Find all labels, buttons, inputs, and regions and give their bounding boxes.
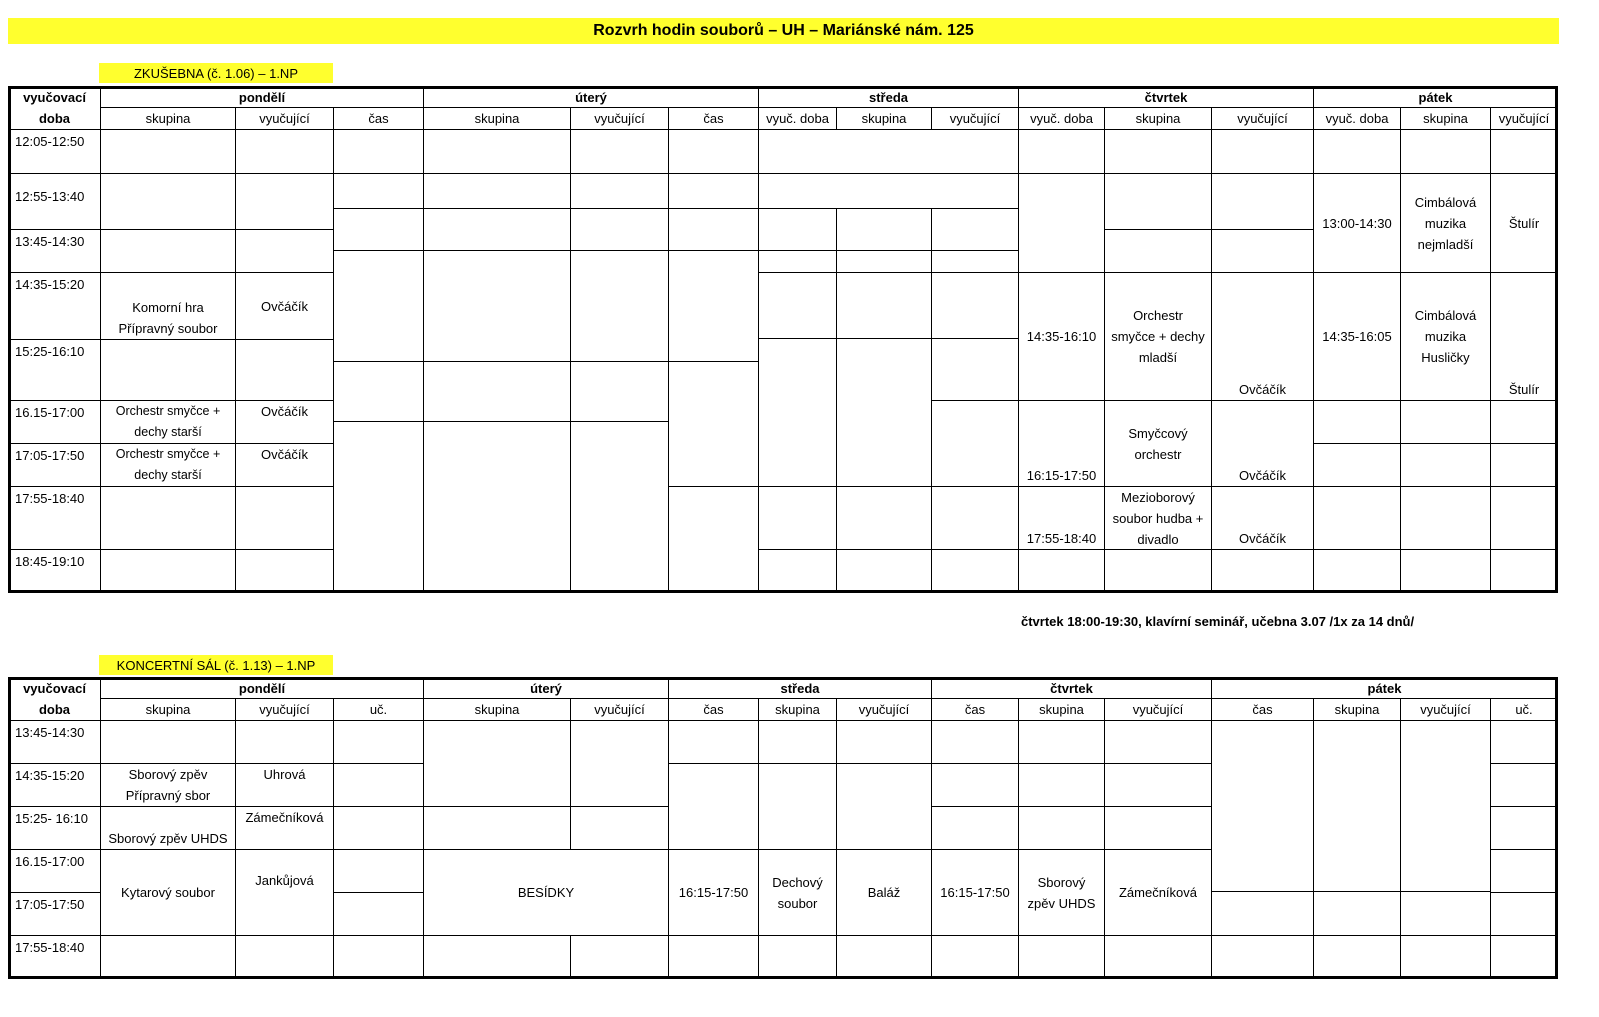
cell (333, 361, 424, 422)
cell (1400, 129, 1491, 174)
col-header: vyučující (570, 698, 669, 721)
schedule-group: Sborový zpěv UHDS (1018, 849, 1105, 936)
cell (836, 720, 932, 764)
schedule-group: Cimbálová muzika nejmladší (1400, 173, 1491, 273)
time-slot: 17:55-18:40 (8, 935, 101, 978)
col-header: uč. (1490, 698, 1558, 721)
time-slot: 14:35-15:20 (8, 272, 101, 340)
cell (931, 208, 1019, 251)
cell (333, 129, 424, 174)
col-header: vyučující (235, 107, 334, 130)
cell (836, 272, 932, 339)
schedule-group: Cimbálová muzika Husličky (1400, 272, 1491, 401)
cell (1104, 229, 1212, 273)
header-day-thu: čtvrtek (1018, 86, 1314, 108)
header-day-fri: pátek (1313, 86, 1558, 108)
cell (1400, 891, 1491, 936)
cell (1490, 443, 1558, 487)
cell (1211, 229, 1314, 273)
col-header: skupina (1313, 698, 1401, 721)
col-header: skupina (423, 698, 571, 721)
cell (1018, 806, 1105, 850)
cell (423, 250, 571, 362)
cell (931, 763, 1019, 807)
schedule-time: 14:35-16:05 (1313, 272, 1401, 401)
cell (931, 400, 1019, 487)
cell (931, 935, 1019, 978)
cell (100, 720, 236, 764)
header-day-tue: úterý (423, 86, 759, 108)
cell (668, 486, 759, 593)
col-header: vyučující (1104, 698, 1212, 721)
schedule-event: BESÍDKY (423, 849, 669, 936)
col-header: skupina (1018, 698, 1105, 721)
cell (333, 806, 424, 850)
cell (1104, 173, 1212, 230)
time-slot: 15:25- 16:10 (8, 806, 101, 850)
schedule-time: 14:35-16:10 (1018, 272, 1105, 401)
cell (570, 935, 669, 978)
cell (1018, 129, 1105, 174)
cell (1490, 720, 1558, 764)
cell (1490, 400, 1558, 444)
cell (423, 173, 571, 209)
cell (668, 361, 759, 487)
col-header: skupina (1400, 107, 1491, 130)
cell (333, 763, 424, 807)
cell (1313, 129, 1401, 174)
cell (836, 935, 932, 978)
schedule-group: Komorní hra Přípravný soubor (100, 272, 236, 340)
col-header: vyučující (931, 107, 1019, 130)
cell (1313, 486, 1401, 550)
cell (1211, 935, 1314, 978)
cell (1018, 720, 1105, 764)
header-day-fri: pátek (1211, 677, 1558, 699)
col-header: vyučující (836, 698, 932, 721)
cell (570, 361, 669, 422)
cell (1211, 129, 1314, 174)
cell (836, 549, 932, 593)
schedule-group: Dechový soubor (758, 849, 837, 936)
cell (100, 549, 236, 593)
cell (836, 250, 932, 273)
schedule-teacher: Ovčáčík (235, 272, 334, 340)
cell (668, 720, 759, 764)
time-slot: 12:55-13:40 (8, 173, 101, 230)
cell (1104, 763, 1212, 807)
cell (1400, 720, 1491, 892)
schedule-time: 16:15-17:50 (931, 849, 1019, 936)
cell (758, 250, 837, 273)
schedule-group: Orchestr smyčce + dechy starší (100, 443, 236, 487)
cell (1104, 720, 1212, 764)
cell (758, 129, 1019, 174)
col-header: vyučující (570, 107, 669, 130)
cell (570, 208, 669, 251)
cell (235, 129, 334, 174)
cell (333, 892, 424, 936)
cell (758, 338, 837, 487)
cell (333, 421, 424, 593)
cell (423, 361, 571, 422)
time-slot: 13:45-14:30 (8, 229, 101, 273)
schedule-time: 16:15-17:50 (1018, 400, 1105, 487)
cell (931, 486, 1019, 550)
cell (570, 173, 669, 209)
cell (931, 338, 1019, 401)
cell (1104, 129, 1212, 174)
schedule-teacher: Ovčáčík (235, 443, 334, 487)
cell (333, 849, 424, 893)
schedule-group: Mezioborový soubor hudba + divadlo (1104, 486, 1212, 550)
cell (1400, 486, 1491, 550)
cell (100, 339, 236, 401)
cell (1490, 892, 1558, 936)
col-header: vyučující (1490, 107, 1558, 130)
cell (836, 486, 932, 550)
schedule-teacher: Ovčáčík (235, 400, 334, 444)
col-header: vyučující (235, 698, 334, 721)
schedule-time: 16:15-17:50 (668, 849, 759, 936)
cell (1490, 486, 1558, 550)
cell (235, 339, 334, 401)
cell (931, 549, 1019, 593)
cell (570, 720, 669, 807)
schedule-teacher: Ovčáčík (1211, 272, 1314, 401)
header-day-mon: pondělí (100, 677, 424, 699)
header-period: vyučovací doba (8, 86, 101, 130)
col-header: skupina (423, 107, 571, 130)
col-header: vyuč. doba (1018, 107, 1105, 130)
cell (758, 486, 837, 550)
cell (333, 173, 424, 209)
col-header: vyučující (1211, 107, 1314, 130)
header-day-thu: čtvrtek (931, 677, 1212, 699)
schedule-time: 17:55-18:40 (1018, 486, 1105, 550)
cell (668, 250, 759, 362)
header-day-mon: pondělí (100, 86, 424, 108)
col-header: uč. (333, 698, 424, 721)
page-title: Rozvrh hodin souborů – UH – Mariánské nám. 125 (8, 18, 1559, 44)
cell (570, 250, 669, 362)
cell (1313, 549, 1401, 593)
cell (235, 229, 334, 273)
cell (100, 173, 236, 230)
time-slot: 14:35-15:20 (8, 763, 101, 807)
schedule-teacher: Štulír (1490, 173, 1558, 273)
cell (668, 763, 759, 850)
cell (235, 720, 334, 764)
col-header: čas (668, 698, 759, 721)
schedule-group: Sborový zpěv UHDS (100, 806, 236, 850)
cell (1490, 849, 1558, 893)
schedule-time: 13:00-14:30 (1313, 173, 1401, 273)
header-day-wed: středa (668, 677, 932, 699)
cell (100, 129, 236, 174)
cell (423, 129, 571, 174)
schedule-teacher: Ovčáčík (1211, 486, 1314, 550)
cell (668, 129, 759, 174)
cell (758, 173, 1019, 209)
cell (100, 486, 236, 550)
col-header: skupina (100, 698, 236, 721)
cell (758, 935, 837, 978)
header-day-tue: úterý (423, 677, 669, 699)
schedule-teacher: Jankůjová (235, 849, 334, 936)
cell (235, 549, 334, 593)
room-label-zkusebna: ZKUŠEBNA (č. 1.06) – 1.NP (99, 63, 333, 83)
time-slot: 13:45-14:30 (8, 720, 101, 764)
cell (1490, 763, 1558, 807)
schedule-group: Smyčcový orchestr (1104, 400, 1212, 487)
col-header: vyuč. doba (758, 107, 837, 130)
schedule-teacher: Ovčáčík (1211, 400, 1314, 487)
cell (1018, 935, 1105, 978)
cell (1490, 129, 1558, 174)
cell (1490, 806, 1558, 850)
cell (1313, 720, 1401, 892)
time-slot: 17:55-18:40 (8, 486, 101, 550)
cell (1313, 443, 1401, 487)
schedule-teacher: Zámečníková (1104, 849, 1212, 936)
cell (235, 486, 334, 550)
header-day-wed: středa (758, 86, 1019, 108)
cell (1104, 935, 1212, 978)
time-slot: 17:05-17:50 (8, 892, 101, 936)
cell (931, 806, 1019, 850)
cell (1400, 443, 1491, 487)
cell (758, 549, 837, 593)
cell (333, 250, 424, 362)
col-header: čas (333, 107, 424, 130)
cell (1313, 891, 1401, 936)
schedule-group: Sborový zpěv Přípravný sbor (100, 763, 236, 807)
time-slot: 18:45-19:10 (8, 549, 101, 593)
cell (423, 720, 571, 807)
cell (423, 421, 571, 593)
schedule-group: Kytarový soubor (100, 849, 236, 936)
cell (1400, 400, 1491, 444)
cell (1313, 935, 1401, 978)
cell (668, 208, 759, 251)
cell (1400, 935, 1491, 978)
col-header: čas (1211, 698, 1314, 721)
cell (1313, 400, 1401, 444)
cell (423, 208, 571, 251)
time-slot: 16.15-17:00 (8, 849, 101, 893)
cell (836, 763, 932, 850)
col-header: skupina (100, 107, 236, 130)
cell (758, 272, 837, 339)
cell (100, 935, 236, 978)
cell (1211, 720, 1314, 892)
header-period: vyučovací doba (8, 677, 101, 721)
schedule-group: Orchestr smyčce + dechy starší (100, 400, 236, 444)
cell (1211, 891, 1314, 936)
cell (758, 208, 837, 251)
cell (931, 250, 1019, 273)
cell (1018, 173, 1105, 273)
schedule-teacher: Baláž (836, 849, 932, 936)
schedule-group: Orchestr smyčce + dechy mladší (1104, 272, 1212, 401)
cell (931, 720, 1019, 764)
cell (1018, 549, 1105, 593)
cell (235, 935, 334, 978)
time-slot: 16.15-17:00 (8, 400, 101, 444)
schedule-teacher: Zámečníková (235, 806, 334, 850)
cell (836, 208, 932, 251)
cell (1211, 549, 1314, 593)
cell (423, 935, 571, 978)
schedule-teacher: Uhrová (235, 763, 334, 807)
cell (333, 720, 424, 764)
cell (836, 338, 932, 487)
cell (1104, 549, 1212, 593)
col-header: čas (668, 107, 759, 130)
cell (668, 173, 759, 209)
cell (235, 173, 334, 230)
col-header: čas (931, 698, 1019, 721)
col-header: vyučující (1400, 698, 1491, 721)
cell (1104, 806, 1212, 850)
cell (1211, 173, 1314, 230)
col-header: skupina (1104, 107, 1212, 130)
schedule-teacher: Štulír (1490, 272, 1558, 401)
cell (1490, 935, 1558, 978)
col-header: skupina (758, 698, 837, 721)
cell (668, 935, 759, 978)
col-header: vyuč. doba (1313, 107, 1401, 130)
cell (1400, 549, 1491, 593)
cell (570, 806, 669, 850)
time-slot: 17:05-17:50 (8, 443, 101, 487)
time-slot: 12:05-12:50 (8, 129, 101, 174)
cell (931, 272, 1019, 339)
cell (758, 763, 837, 850)
cell (1490, 549, 1558, 593)
room-label-koncertni-sal: KONCERTNÍ SÁL (č. 1.13) – 1.NP (99, 655, 333, 675)
note-text: čtvrtek 18:00-19:30, klavírní seminář, učebna 3.07 /1x za 14 dnů/ (1021, 614, 1415, 629)
cell (100, 229, 236, 273)
cell (1018, 763, 1105, 807)
cell (570, 129, 669, 174)
cell (333, 208, 424, 251)
cell (333, 935, 424, 978)
cell (423, 806, 571, 850)
time-slot: 15:25-16:10 (8, 339, 101, 401)
cell (758, 720, 837, 764)
cell (570, 421, 669, 593)
col-header: skupina (836, 107, 932, 130)
